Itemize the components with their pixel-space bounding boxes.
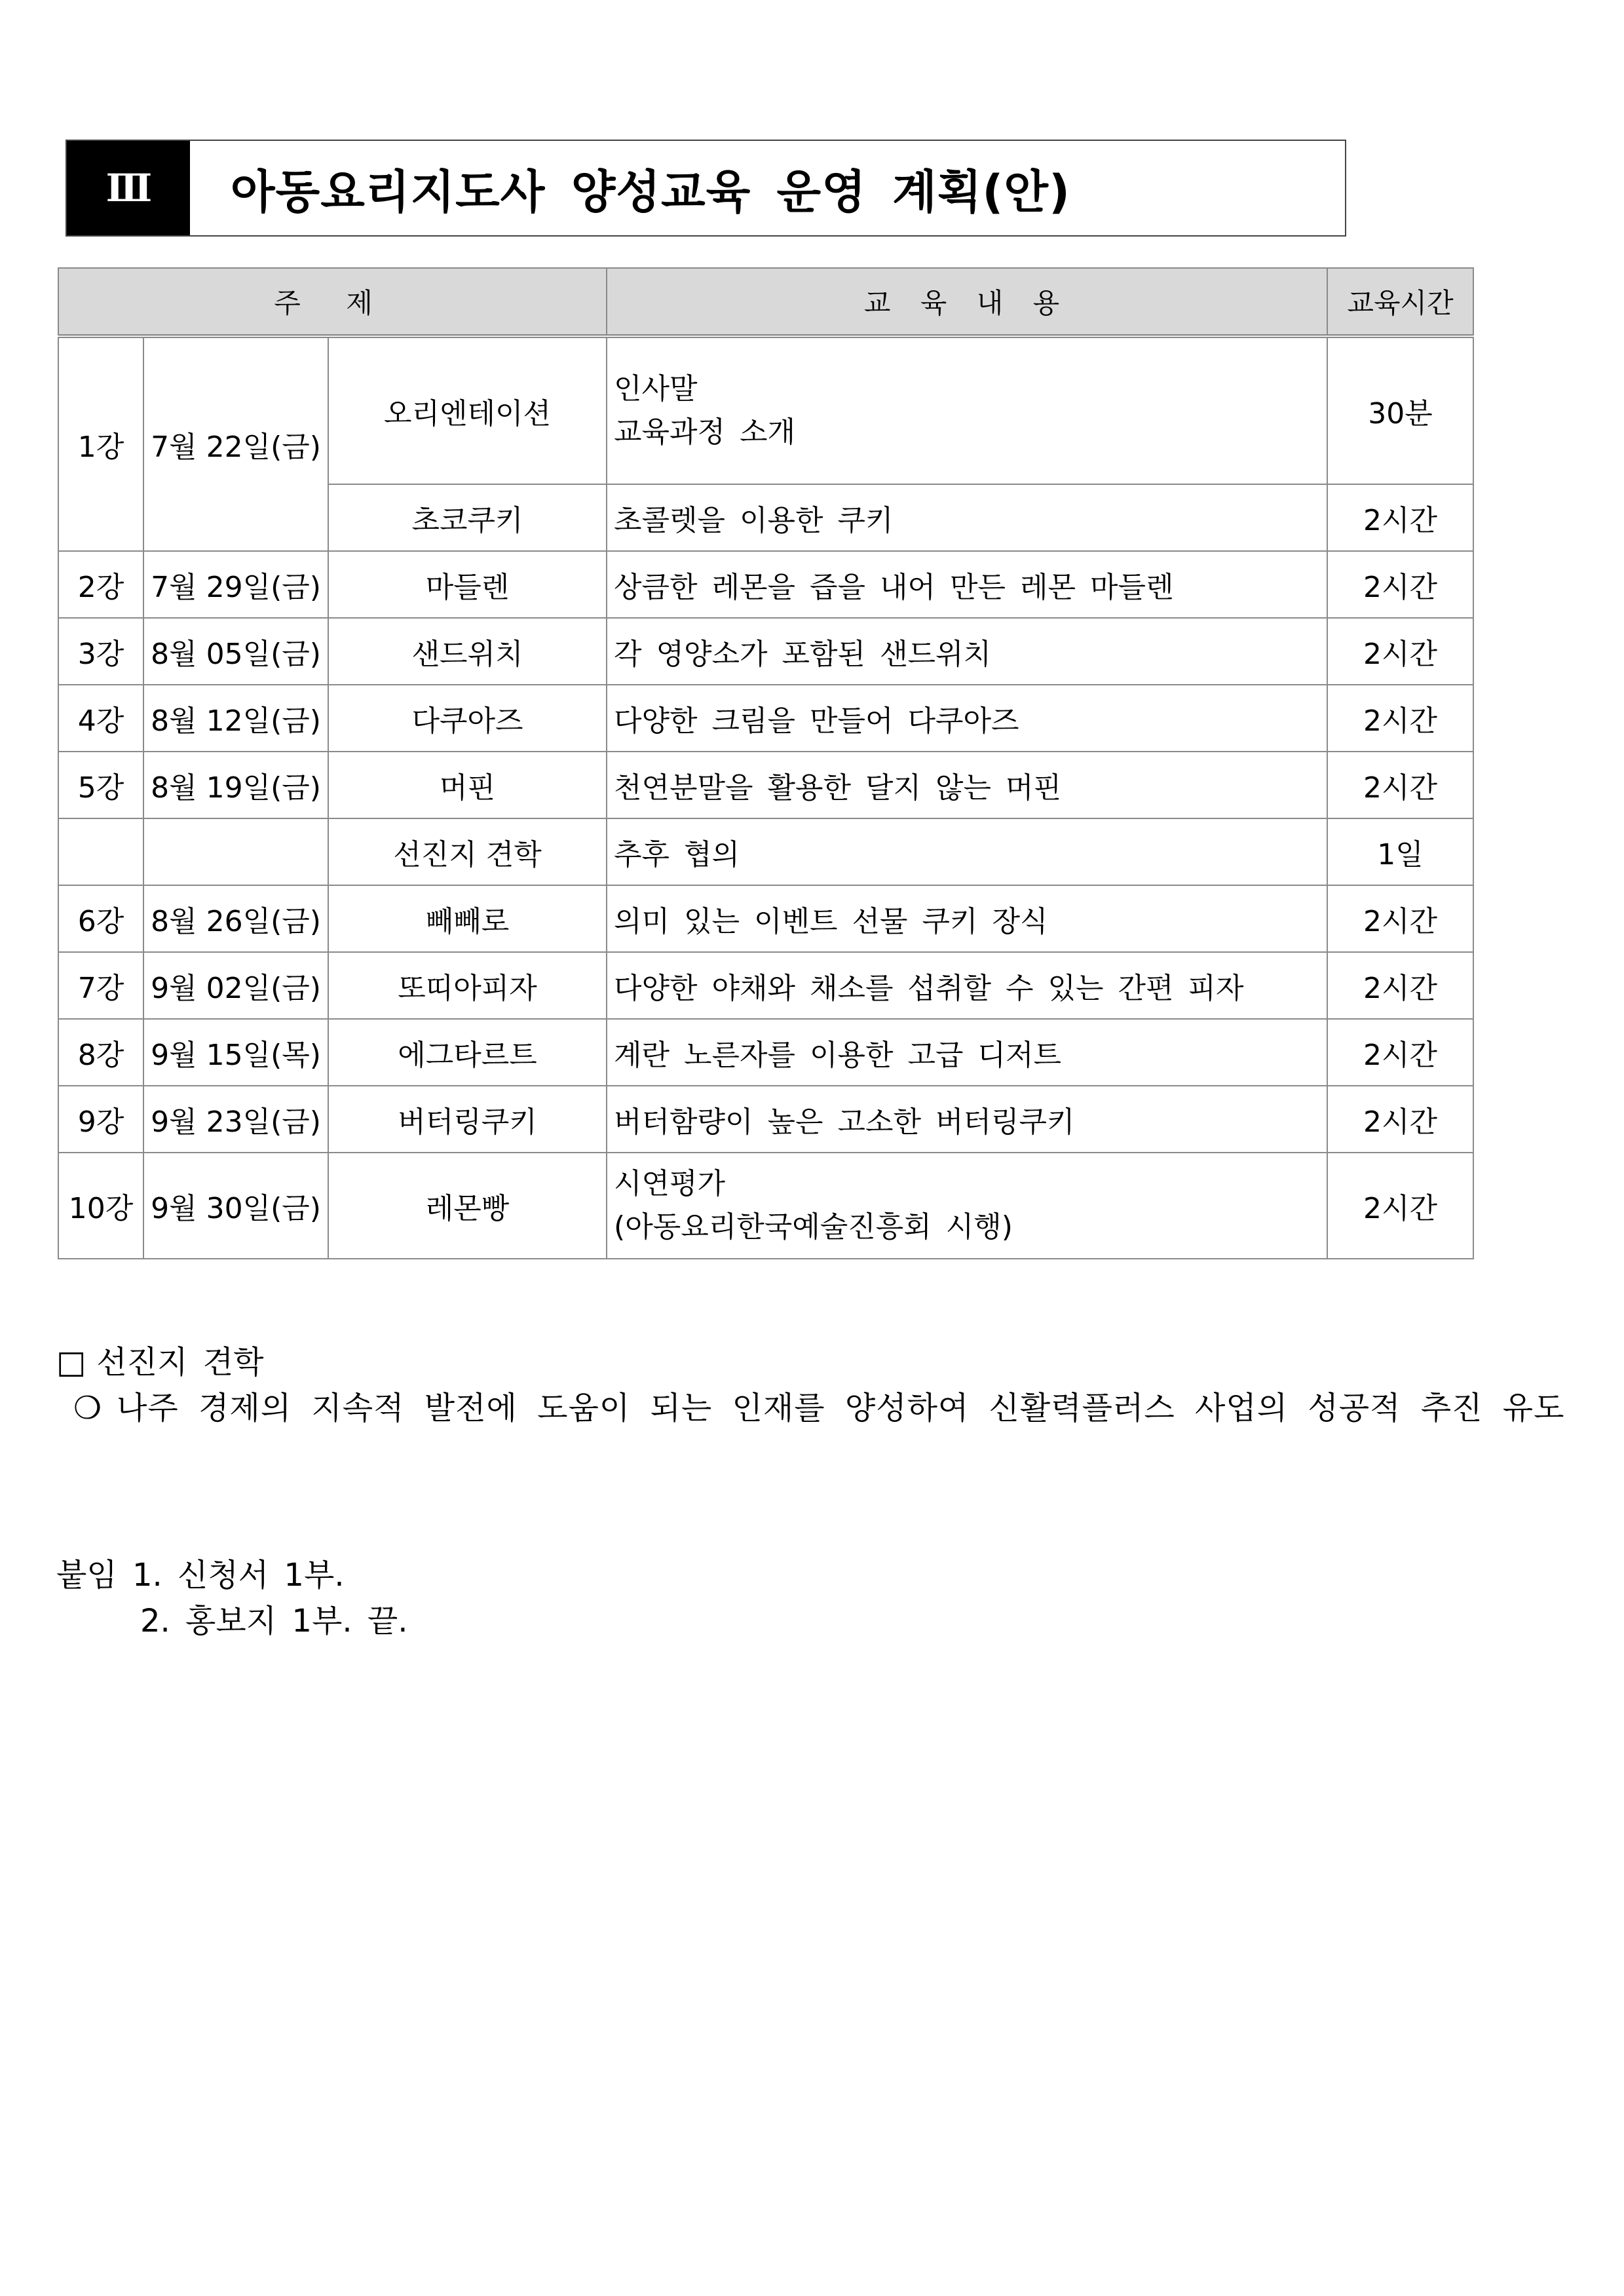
table-row xyxy=(58,1019,1473,1086)
date-cell: 9월 15일(목) xyxy=(143,1019,328,1086)
content-cell: 버터함량이 높은 고소한 버터링쿠키 xyxy=(607,1086,1327,1153)
topic-cell: 에그타르트 xyxy=(328,1019,607,1086)
lesson-cell: 9강 xyxy=(58,1086,143,1153)
content-line: 시연평가 xyxy=(614,1167,726,1200)
topic-cell: 초코쿠키 xyxy=(328,484,607,551)
hours-cell: 2시간 xyxy=(1327,484,1473,551)
content-cell: 다양한 야채와 채소를 섭취할 수 있는 간편 피자 xyxy=(607,952,1327,1019)
field-trip-bullet-text: 나주 경제의 지속적 발전에 도움이 되는 인재를 양성하여 신활력플러스 사업의 성공적 추진 유도 xyxy=(117,1390,1565,1426)
date-cell: 9월 23일(금) xyxy=(143,1086,328,1153)
table-row xyxy=(58,1153,1473,1259)
content-cell: 초콜렛을 이용한 쿠키 xyxy=(607,484,1327,551)
date-cell: 9월 02일(금) xyxy=(143,952,328,1019)
hours-cell: 2시간 xyxy=(1327,685,1473,752)
header-topic: 주 제 xyxy=(58,268,607,336)
content-cell: 추후 협의 xyxy=(607,818,1327,885)
schedule-table xyxy=(58,267,1474,1259)
topic-cell: 샌드위치 xyxy=(328,618,607,685)
topic-cell: 다쿠아즈 xyxy=(328,685,607,752)
table-header-row xyxy=(58,268,1473,336)
square-bullet-icon: □ xyxy=(56,1344,86,1381)
hours-cell: 2시간 xyxy=(1327,618,1473,685)
field-trip-heading-text: 선진지 견학 xyxy=(96,1344,264,1381)
date-cell: 8월 05일(금) xyxy=(143,618,328,685)
lesson-cell: 4강 xyxy=(58,685,143,752)
hours-cell: 2시간 xyxy=(1327,885,1473,952)
lesson-cell: 1강 xyxy=(58,336,143,551)
table-row xyxy=(58,752,1473,818)
header-content: 교 육 내 용 xyxy=(607,268,1327,336)
hours-cell: 2시간 xyxy=(1327,952,1473,1019)
hours-cell: 2시간 xyxy=(1327,1019,1473,1086)
lesson-cell: 3강 xyxy=(58,618,143,685)
date-cell: 9월 30일(금) xyxy=(143,1153,328,1259)
content-line: 교육과정 소개 xyxy=(614,415,796,449)
field-trip-heading xyxy=(56,1337,263,1382)
hours-cell: 2시간 xyxy=(1327,551,1473,618)
date-cell: 8월 19일(금) xyxy=(143,752,328,818)
lesson-cell: 10강 xyxy=(58,1153,143,1259)
topic-cell: 또띠아피자 xyxy=(328,952,607,1019)
table-row xyxy=(58,818,1473,885)
table-row xyxy=(58,618,1473,685)
section-title-box xyxy=(66,140,1346,237)
table-row xyxy=(58,685,1473,752)
hours-cell: 2시간 xyxy=(1327,1153,1473,1259)
table-row xyxy=(58,885,1473,952)
content-cell: 다양한 크림을 만들어 다쿠아즈 xyxy=(607,685,1327,752)
topic-cell: 오리엔테이션 xyxy=(328,336,607,484)
date-cell xyxy=(143,818,328,885)
page-title: 아동요리지도사 양성교육 운영 계획(안) xyxy=(231,164,1071,219)
table-row xyxy=(58,952,1473,1019)
content-cell: 각 영양소가 포함된 샌드위치 xyxy=(607,618,1327,685)
content-cell: 천연분말을 활용한 달지 않는 머핀 xyxy=(607,752,1327,818)
lesson-cell: 5강 xyxy=(58,752,143,818)
hours-cell: 2시간 xyxy=(1327,752,1473,818)
topic-cell: 빼빼로 xyxy=(328,885,607,952)
lesson-cell: 2강 xyxy=(58,551,143,618)
lesson-cell xyxy=(58,818,143,885)
attachment-line-2: 2. 홍보지 1부. 끝. xyxy=(140,1603,408,1639)
content-cell: 의미 있는 이벤트 선물 쿠키 장식 xyxy=(607,885,1327,952)
hours-cell: 1일 xyxy=(1327,818,1473,885)
topic-cell: 버터링쿠키 xyxy=(328,1086,607,1153)
content-cell: 계란 노른자를 이용한 고급 디저트 xyxy=(607,1019,1327,1086)
hours-cell: 30분 xyxy=(1327,336,1473,484)
table-row xyxy=(58,551,1473,618)
date-cell: 8월 26일(금) xyxy=(143,885,328,952)
content-cell xyxy=(607,336,1327,484)
topic-cell: 선진지 견학 xyxy=(328,818,607,885)
date-cell: 8월 12일(금) xyxy=(143,685,328,752)
header-hours: 교육시간 xyxy=(1327,268,1473,336)
table-row xyxy=(58,1086,1473,1153)
lesson-cell: 7강 xyxy=(58,952,143,1019)
date-cell: 7월 29일(금) xyxy=(143,551,328,618)
content-cell: 상큼한 레몬을 즙을 내어 만든 레몬 마들렌 xyxy=(607,551,1327,618)
circle-bullet-icon: ❍ xyxy=(73,1390,103,1426)
topic-cell: 레몬빵 xyxy=(328,1153,607,1259)
hours-cell: 2시간 xyxy=(1327,1086,1473,1153)
date-cell: 7월 22일(금) xyxy=(143,336,328,551)
section-number: Ⅲ xyxy=(67,141,190,235)
topic-cell: 마들렌 xyxy=(328,551,607,618)
field-trip-bullet xyxy=(73,1383,1564,1428)
table-row xyxy=(58,336,1473,484)
attachment-line-1: 붙임 1. 신청서 1부. xyxy=(56,1557,345,1594)
content-line: 인사말 xyxy=(614,372,698,406)
lesson-cell: 8강 xyxy=(58,1019,143,1086)
topic-cell: 머핀 xyxy=(328,752,607,818)
content-cell xyxy=(607,1153,1327,1259)
lesson-cell: 6강 xyxy=(58,885,143,952)
content-line: (아동요리한국예술진흥회 시행) xyxy=(614,1210,1013,1244)
